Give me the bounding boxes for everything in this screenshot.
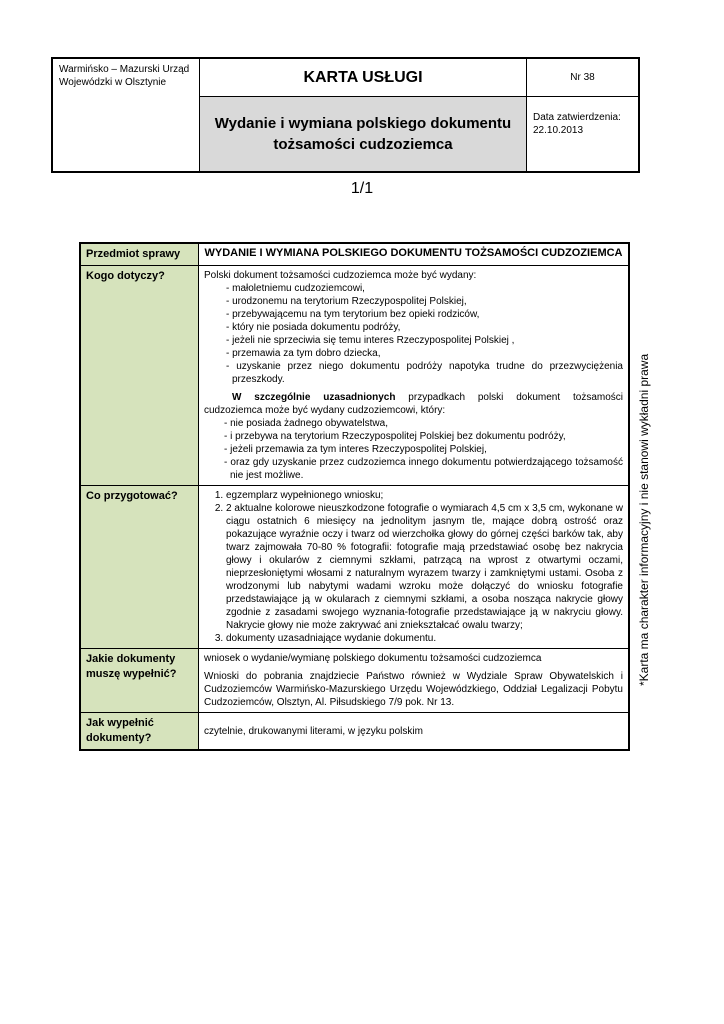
- card-title: KARTA USŁUGI: [200, 59, 527, 97]
- subject-label: Przedmiot sprawy: [80, 243, 199, 266]
- approval-date: [527, 97, 638, 171]
- who-item: - przebywającemu na tym terytorium bez opieki rodziców,: [226, 309, 480, 320]
- card-number: Nr 38: [527, 59, 638, 97]
- table-row: [80, 713, 629, 751]
- who-special-rest: przypadkach polski dokument tożsamości cudzoziemca może być wydany cudzoziemcowi, który:: [204, 392, 623, 416]
- prepare-content: [199, 486, 630, 649]
- who-item: - który nie posiada dokumentu podróży,: [226, 322, 401, 333]
- subject-value: WYDANIE I WYMIANA POLSKIEGO DOKUMENTU TOŻSAMOŚCI CUDZOZIEMCA: [199, 243, 630, 266]
- who-intro: Polski dokument tożsamości cudzoziemca może być wydany:: [204, 270, 477, 281]
- page-number: 1/1: [350, 180, 374, 197]
- who-content: [199, 266, 630, 486]
- fill-value: czytelnie, drukowanymi literami, w języku polskim: [199, 713, 630, 751]
- forms-label: Jakie dokumenty muszę wypełnić?: [80, 649, 199, 713]
- prepare-item: 2. 2 aktualne kolorowe nieuszkodzone fotografie o wymiarach 4,5 cm x 3,5 cm, wykonane w ciągu ostatnich 6 miesięcy na jednolitym jasnym tle, mające dobrą ostrość oraz pokazujące wyraźnie oczy i twarz od wierzchołka głowy do górnej części barków tak, aby twarz zajmowała 70-80 % fotografii: fotografie mają przedstawiać osobę bez nakrycia głowy i okularów z ciemnymi szkłami, patrzącą na wprost z otwartymi oczami, nieprzesłoniętymi włosami z naturalnym wyrazem twarzy i zamkniętymi ustami. Osoba z wrodzonymi lub nabytymi wadami wzroku może dołączyć do wniosku fotografie przedstawiające ją w okularach z ciemnymi szkłami, a osoba nosząca nakrycie głowy zgodnie z zasadami swojego wyznania-fotografie przedstawiające ją w nakryciu głowy. Nakrycie głowy nie może zakrywać ani zniekształcać owalu twarzy;: [226, 502, 623, 632]
- org-line-1: Warmińsko – Mazurski Urząd: [59, 64, 190, 75]
- approval-date-value: 22.10.2013: [533, 125, 584, 136]
- forms-content: [199, 649, 630, 713]
- side-disclaimer: *Karta ma charakter informacyjny i nie stanowi wykładni prawa: [637, 353, 651, 686]
- forms-line-2: Wnioski do pobrania znajdziecie Państwo również w Wydziale Spraw Obywatelskich i Cudzoziemców Warmińsko-Mazurskiego Urzędu Wojewódzkiego, Oddział Legalizacji Pobytu Cudzoziemców, Olsztyn, Al. Piłsudskiego 7/9 pok. Nr 13.: [204, 671, 623, 708]
- service-name-line-1: Wydanie i wymiana polskiego dokumentu: [214, 115, 512, 132]
- prepare-item: 3. dokumenty uzasadniające wydanie dokumentu.: [226, 632, 623, 645]
- table-row: [80, 649, 629, 713]
- prepare-item: 1. egzemplarz wypełnionego wniosku;: [226, 489, 623, 502]
- who-item: - przemawia za tym dobro dziecka,: [226, 348, 381, 359]
- who-special-item: - nie posiada żadnego obywatelstwa,: [224, 418, 388, 429]
- service-table: [79, 242, 630, 751]
- org-line-2: Wojewódzki w Olsztynie: [59, 77, 167, 88]
- prepare-label: Co przygotować?: [80, 486, 199, 649]
- table-row: [80, 486, 629, 649]
- who-item: - uzyskanie przez niego dokumentu podróży napotyka trudne do przezwyciężenia przeszkody.: [226, 361, 623, 385]
- who-item: - urodzonemu na terytorium Rzeczypospolitej Polskiej,: [226, 296, 467, 307]
- who-item: - jeżeli nie sprzeciwia się temu interes Rzeczypospolitej Polskiej ,: [226, 335, 515, 346]
- who-special-item: - oraz gdy uzyskanie przez cudzoziemca innego dokumentu potwierdzającego tożsamość nie jest możliwe.: [224, 457, 623, 481]
- who-special-item: - i przebywa na terytorium Rzeczypospolitej Polskiej bez dokumentu podróży,: [224, 431, 566, 442]
- table-row: [80, 243, 629, 266]
- fill-label: Jak wypełnić dokumenty?: [80, 713, 199, 751]
- who-label: Kogo dotyczy?: [80, 266, 199, 486]
- service-name: [200, 97, 527, 171]
- who-special-bold: W szczególnie uzasadnionych: [232, 392, 396, 403]
- table-row: [80, 266, 629, 486]
- approval-date-label: Data zatwierdzenia:: [533, 112, 621, 123]
- header-box: [51, 57, 640, 173]
- who-special-intro: [204, 391, 623, 417]
- who-special-item: - jeżeli przemawia za tym interes Rzeczypospolitej Polskiej,: [224, 444, 487, 455]
- prepare-list: [204, 489, 623, 645]
- who-item: - małoletniemu cudzoziemcowi,: [226, 283, 365, 294]
- service-name-line-2: tożsamości cudzoziemca: [273, 136, 453, 153]
- organization-name: [53, 59, 200, 171]
- forms-line-1: wniosek o wydanie/wymianę polskiego dokumentu tożsamości cudzoziemca: [204, 653, 542, 664]
